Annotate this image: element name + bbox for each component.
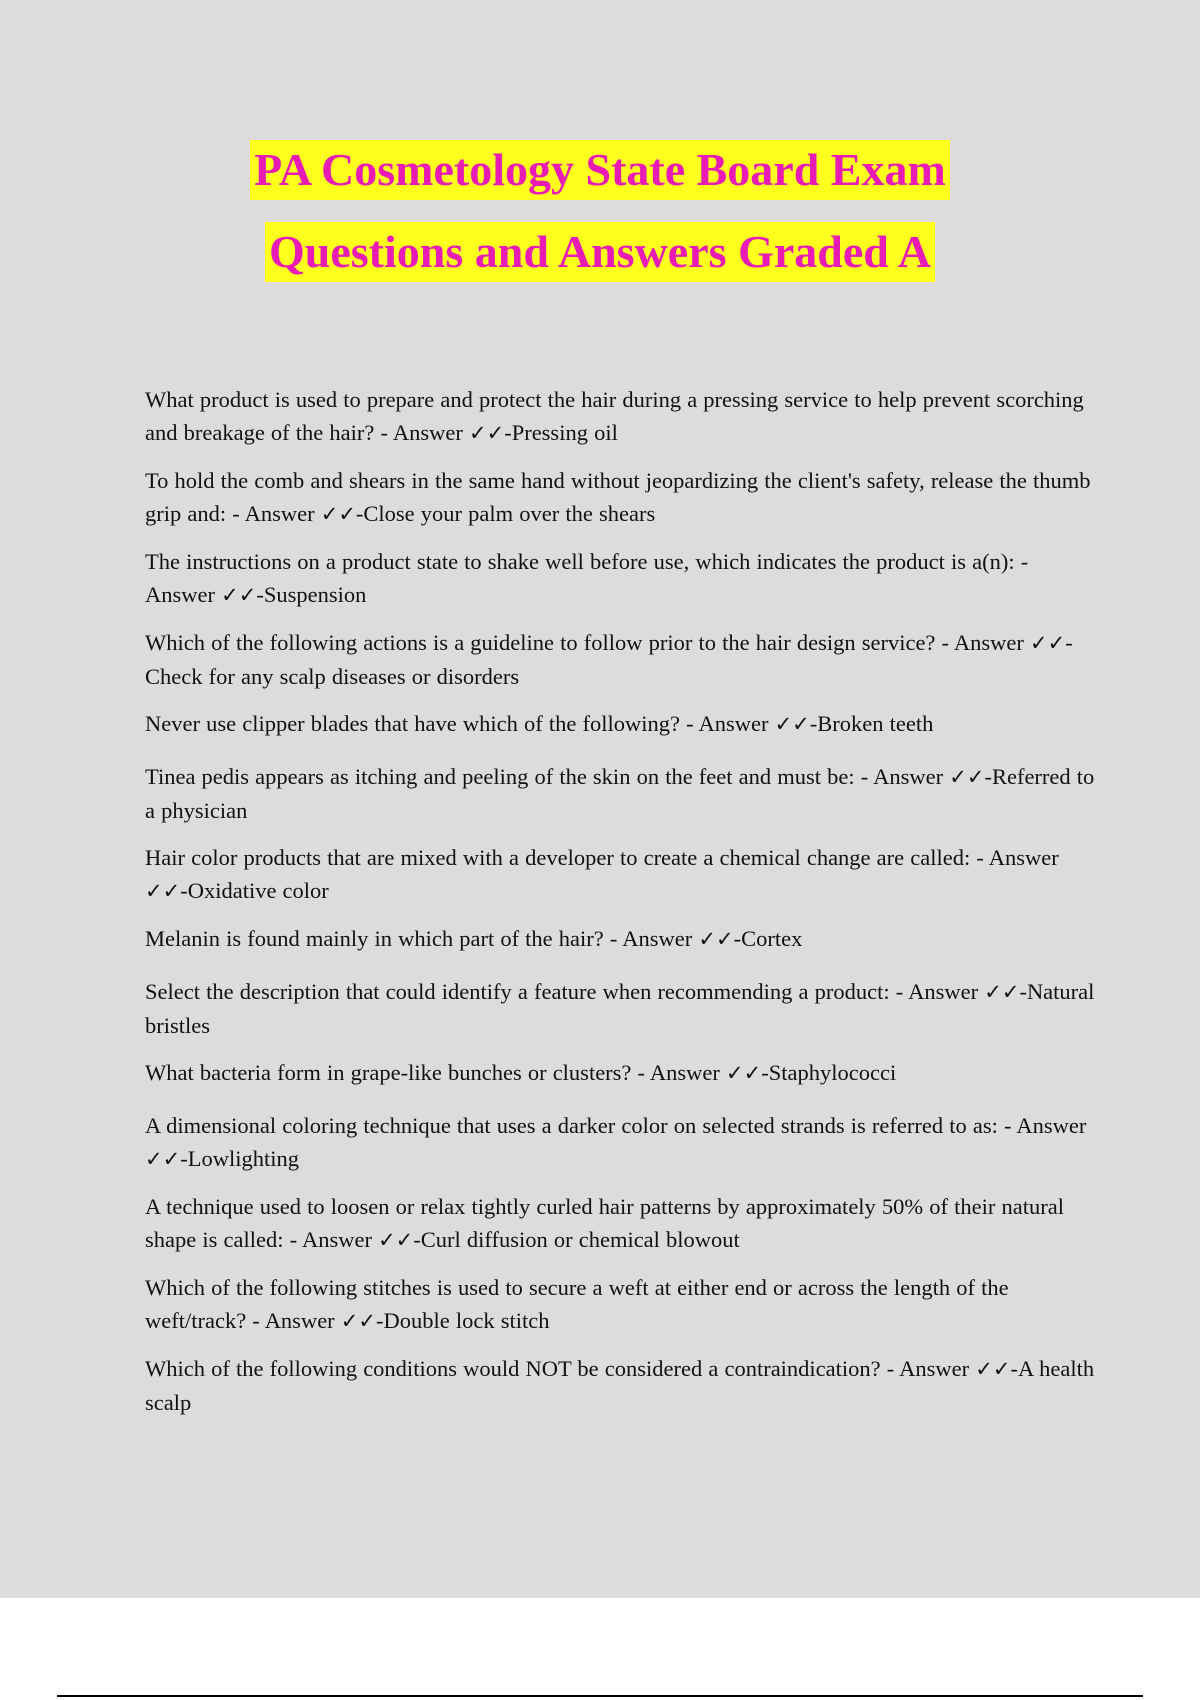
- qa-item: Which of the following conditions would NOT be considered a contraindication? - Answer ✓✓-A health scalp: [145, 1356, 1095, 1415]
- answer-text: Double lock stitch: [383, 1308, 550, 1333]
- answer-text: Close your palm over the shears: [363, 501, 656, 526]
- question-text: Which of the following stitches is used to secure a weft at either end or across the length of the weft/track? -: [145, 1275, 1009, 1333]
- question-text: To hold the comb and shears in the same hand without jeopardizing the client's safety, release the thumb grip and: -: [145, 468, 1091, 526]
- question-text: Hair color products that are mixed with a developer to create a chemical change are called: -: [145, 845, 989, 870]
- qa-item: Select the description that could identify a feature when recommending a product: - Answer ✓✓-Natural bristles: [145, 979, 1095, 1038]
- check-mark-icon: ✓✓: [378, 1228, 414, 1252]
- qa-item: To hold the comb and shears in the same hand without jeopardizing the client's safety, release the thumb grip and: - Answer ✓✓-Close your palm over the shears: [145, 468, 1091, 526]
- check-mark-icon: ✓✓: [320, 502, 356, 526]
- answer-text: Pressing oil: [511, 420, 618, 445]
- footer-divider: [57, 1695, 1143, 1697]
- answer-label: Answer: [145, 582, 215, 607]
- answer-text: Curl diffusion or chemical blowout: [420, 1227, 740, 1252]
- question-text: The instructions on a product state to shake well before use, which indicates the product is a(n): -: [145, 549, 1029, 574]
- question-text: Which of the following conditions would NOT be considered a contraindication? -: [145, 1356, 900, 1381]
- check-mark-icon: ✓✓: [340, 1309, 376, 1333]
- question-text: Which of the following actions is a guideline to follow prior to the hair design service? -: [145, 630, 954, 655]
- answer-label: Answer: [649, 1060, 720, 1085]
- question-text: Tinea pedis appears as itching and peeling of the skin on the feet and must be: -: [145, 764, 874, 789]
- qa-item: Melanin is found mainly in which part of the hair? - Answer ✓✓-Cortex: [145, 926, 803, 951]
- answer-text: Suspension: [263, 582, 367, 607]
- question-text: Melanin is found mainly in which part of the hair? -: [145, 926, 623, 951]
- answer-text: Natural bristles: [145, 979, 1095, 1038]
- qa-item: A dimensional coloring technique that uses a darker color on selected strands is referred to as: - Answer ✓✓-Lowlighting: [145, 1113, 1087, 1171]
- answer-text: Staphylococci: [768, 1060, 897, 1085]
- answer-text: Oxidative color: [187, 878, 329, 903]
- qa-item: The instructions on a product state to shake well before use, which indicates the product is a(n): - Answer ✓✓-Suspension: [145, 549, 1029, 607]
- answer-text: Referred to a physician: [145, 764, 1095, 823]
- answer-label: Answer: [301, 1227, 372, 1252]
- answer-text: Cortex: [741, 926, 803, 951]
- check-mark-icon: ✓✓: [698, 927, 734, 951]
- answer-label: Answer: [988, 845, 1059, 870]
- qa-item: Hair color products that are mixed with a developer to create a chemical change are called: - Answer ✓✓-Oxidative color: [145, 845, 1059, 903]
- qa-item: A technique used to loosen or relax tightly curled hair patterns by approximately 50% of their natural shape is called: - Answer ✓✓-Curl diffusion or chemical blowout: [145, 1194, 1064, 1252]
- answer-label: Answer: [1016, 1113, 1087, 1138]
- answer-label: Answer: [698, 711, 769, 736]
- answer-text: A health scalp: [145, 1356, 1095, 1415]
- answer-label: Answer: [622, 926, 693, 951]
- question-text: A dimensional coloring technique that uses a darker color on selected strands is referred to as: -: [145, 1113, 1017, 1138]
- answer-label: Answer: [953, 630, 1024, 655]
- answer-label: Answer: [244, 501, 315, 526]
- question-text: Never use clipper blades that have which of the following? -: [145, 711, 699, 736]
- title-line-2: Questions and Answers Graded A: [265, 222, 935, 282]
- document-title: [0, 140, 1200, 282]
- check-mark-icon: ✓✓: [975, 1357, 1011, 1381]
- qa-item: What product is used to prepare and protect the hair during a pressing service to help prevent scorching and breakage of the hair? - Answer ✓✓-Pressing oil: [145, 387, 1084, 445]
- check-mark-icon: ✓✓: [221, 583, 257, 607]
- qa-item: What bacteria form in grape-like bunches or clusters? - Answer ✓✓-Staphylococci: [145, 1060, 897, 1085]
- title-line-1: PA Cosmetology State Board Exam: [250, 140, 950, 200]
- answer-label: Answer: [873, 764, 944, 789]
- check-mark-icon: ✓✓: [984, 980, 1020, 1004]
- answer-label: Answer: [899, 1356, 970, 1381]
- check-mark-icon: ✓✓: [1030, 631, 1066, 655]
- check-mark-icon: ✓✓: [774, 712, 810, 736]
- check-mark-icon: ✓✓: [949, 765, 985, 789]
- answer-label: Answer: [392, 420, 463, 445]
- qa-item: Never use clipper blades that have which of the following? - Answer ✓✓-Broken teeth: [145, 711, 934, 736]
- question-text: What bacteria form in grape-like bunches or clusters? -: [145, 1060, 650, 1085]
- qa-item: Which of the following stitches is used to secure a weft at either end or across the length of the weft/track? - Answer ✓✓-Double lock stitch: [145, 1275, 1009, 1333]
- answer-label: Answer: [264, 1308, 335, 1333]
- answer-text: Lowlighting: [187, 1146, 299, 1171]
- qa-item: Tinea pedis appears as itching and peeling of the skin on the feet and must be: - Answer ✓✓-Referred to a physician: [145, 764, 1095, 823]
- answer-text: Check for any scalp diseases or disorders: [145, 664, 520, 689]
- question-text: What product is used to prepare and protect the hair during a pressing service to help prevent scorching and breakage of the hair? -: [145, 387, 1084, 445]
- answer-text: Broken teeth: [817, 711, 934, 736]
- qa-item: Which of the following actions is a guideline to follow prior to the hair design service? - Answer ✓✓-Check for any scalp diseases or disorders: [145, 630, 1073, 689]
- question-text: Select the description that could identify a feature when recommending a product: -: [145, 979, 909, 1004]
- check-mark-icon: ✓✓: [145, 879, 181, 903]
- answer-label: Answer: [908, 979, 979, 1004]
- check-mark-icon: ✓✓: [726, 1061, 762, 1085]
- question-answer-list: [145, 383, 1095, 1433]
- question-text: A technique used to loosen or relax tightly curled hair patterns by approximately 50% of their natural shape is called: -: [145, 1194, 1064, 1252]
- check-mark-icon: ✓✓: [145, 1147, 181, 1171]
- check-mark-icon: ✓✓: [468, 421, 505, 445]
